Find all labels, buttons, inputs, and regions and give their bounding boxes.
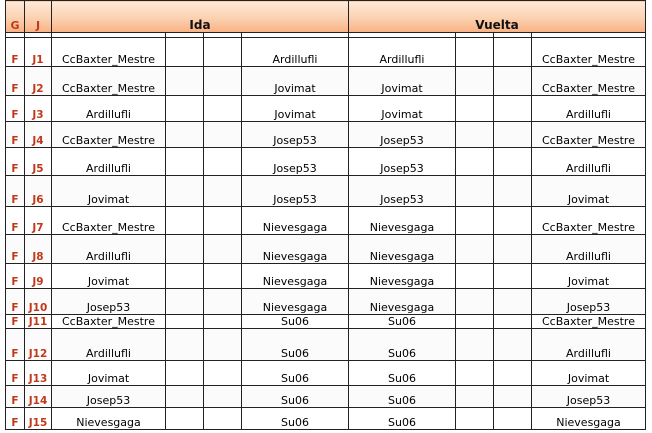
vuelta-local-cell[interactable]: Nievesgaga [349, 289, 456, 315]
group-cell[interactable]: F [6, 235, 25, 264]
round-cell[interactable]: J9 [25, 264, 52, 289]
ida-visitor-cell[interactable]: Nievesgaga [242, 207, 349, 235]
ida-local-cell[interactable]: CcBaxter_Mestre [52, 207, 166, 235]
ida-result-cell[interactable] [204, 289, 242, 315]
vuelta-result-cell[interactable] [494, 207, 532, 235]
vuelta-result-cell[interactable] [456, 67, 494, 96]
ida-result-cell[interactable] [204, 148, 242, 176]
ida-result-cell[interactable] [204, 361, 242, 386]
ida-result-cell[interactable] [166, 176, 204, 207]
ida-local-cell[interactable]: CcBaxter_Mestre [52, 67, 166, 96]
ida-visitor-cell[interactable]: Su06 [242, 408, 349, 430]
group-cell[interactable]: F [6, 289, 25, 315]
ida-local-cell[interactable]: Ardillufli [52, 235, 166, 264]
ida-visitor-cell[interactable]: Su06 [242, 315, 349, 329]
table-row [6, 148, 646, 176]
vuelta-local-cell[interactable]: Ardillufli [349, 38, 456, 67]
ida-result-cell[interactable] [166, 207, 204, 235]
schedule-body [6, 33, 646, 430]
ida-visitor-cell[interactable]: Su06 [242, 361, 349, 386]
vuelta-result-cell[interactable] [456, 408, 494, 430]
table-row [6, 207, 646, 235]
header-g[interactable]: G [6, 1, 25, 33]
round-cell[interactable]: J12 [25, 329, 52, 361]
header-row [6, 1, 646, 33]
vuelta-visitor-cell[interactable]: Ardillufli [532, 148, 646, 176]
ida-result-cell[interactable] [204, 315, 242, 329]
vuelta-local-cell[interactable]: Nievesgaga [349, 235, 456, 264]
vuelta-result-cell[interactable] [494, 264, 532, 289]
ida-local-cell[interactable]: Nievesgaga [52, 408, 166, 430]
round-cell[interactable]: J14 [25, 386, 52, 408]
vuelta-visitor-cell[interactable]: Ardillufli [532, 96, 646, 122]
vuelta-result-cell[interactable] [494, 408, 532, 430]
round-cell[interactable]: J15 [25, 408, 52, 430]
ida-local-cell[interactable]: Josep53 [52, 289, 166, 315]
vuelta-visitor-cell[interactable]: CcBaxter_Mestre [532, 122, 646, 148]
ida-visitor-cell[interactable]: Josep53 [242, 122, 349, 148]
vuelta-result-cell[interactable] [456, 176, 494, 207]
ida-result-cell[interactable] [204, 386, 242, 408]
vuelta-visitor-cell[interactable]: CcBaxter_Mestre [532, 207, 646, 235]
group-cell[interactable]: F [6, 67, 25, 96]
vuelta-result-cell[interactable] [494, 67, 532, 96]
vuelta-visitor-cell[interactable]: CcBaxter_Mestre [532, 67, 646, 96]
table-row [6, 315, 646, 329]
ida-result-cell[interactable] [166, 96, 204, 122]
vuelta-result-cell[interactable] [456, 148, 494, 176]
group-cell[interactable]: F [6, 386, 25, 408]
vuelta-local-cell[interactable]: Nievesgaga [349, 207, 456, 235]
vuelta-local-cell[interactable]: Nievesgaga [349, 264, 456, 289]
ida-visitor-cell[interactable]: Jovimat [242, 96, 349, 122]
ida-local-cell[interactable]: CcBaxter_Mestre [52, 315, 166, 329]
vuelta-local-cell[interactable]: Su06 [349, 329, 456, 361]
ida-result-cell[interactable] [166, 67, 204, 96]
vuelta-result-cell[interactable] [456, 38, 494, 67]
ida-result-cell[interactable] [204, 235, 242, 264]
table-row [6, 38, 646, 67]
vuelta-result-cell[interactable] [494, 38, 532, 67]
table-row [6, 329, 646, 361]
ida-local-cell[interactable]: CcBaxter_Mestre [52, 122, 166, 148]
ida-result-cell[interactable] [166, 289, 204, 315]
vuelta-visitor-cell[interactable]: Jovimat [532, 361, 646, 386]
ida-local-cell[interactable]: Ardillufli [52, 96, 166, 122]
round-cell[interactable]: J11 [25, 315, 52, 329]
vuelta-local-cell[interactable]: Josep53 [349, 148, 456, 176]
group-cell[interactable]: F [6, 176, 25, 207]
ida-local-cell[interactable]: Jovimat [52, 264, 166, 289]
ida-result-cell[interactable] [166, 148, 204, 176]
ida-result-cell[interactable] [166, 38, 204, 67]
group-cell[interactable]: F [6, 264, 25, 289]
ida-visitor-cell[interactable]: Ardillufli [242, 38, 349, 67]
ida-local-cell[interactable]: Josep53 [52, 386, 166, 408]
ida-visitor-cell[interactable]: Nievesgaga [242, 235, 349, 264]
ida-visitor-cell[interactable]: Su06 [242, 386, 349, 408]
round-cell[interactable]: J4 [25, 122, 52, 148]
vuelta-result-cell[interactable] [456, 315, 494, 329]
vuelta-visitor-cell[interactable]: Ardillufli [532, 235, 646, 264]
vuelta-local-cell[interactable]: Su06 [349, 408, 456, 430]
vuelta-visitor-cell[interactable]: Ardillufli [532, 329, 646, 361]
vuelta-visitor-cell[interactable]: Nievesgaga [532, 408, 646, 430]
round-cell[interactable]: J1 [25, 38, 52, 67]
vuelta-result-cell[interactable] [494, 176, 532, 207]
vuelta-local-cell[interactable]: Josep53 [349, 176, 456, 207]
vuelta-result-cell[interactable] [494, 361, 532, 386]
table-row [6, 264, 646, 289]
vuelta-local-cell[interactable]: Su06 [349, 361, 456, 386]
vuelta-result-cell[interactable] [494, 289, 532, 315]
ida-result-cell[interactable] [166, 386, 204, 408]
vuelta-visitor-cell[interactable]: Josep53 [532, 386, 646, 408]
ida-result-cell[interactable] [166, 408, 204, 430]
vuelta-local-cell[interactable]: Su06 [349, 386, 456, 408]
vuelta-result-cell[interactable] [456, 289, 494, 315]
table-row [6, 176, 646, 207]
ida-local-cell[interactable]: Jovimat [52, 361, 166, 386]
ida-result-cell[interactable] [204, 264, 242, 289]
group-cell[interactable]: F [6, 38, 25, 67]
ida-local-cell[interactable]: CcBaxter_Mestre [52, 38, 166, 67]
ida-result-cell[interactable] [166, 235, 204, 264]
table-row [6, 122, 646, 148]
vuelta-result-cell[interactable] [494, 386, 532, 408]
vuelta-local-cell[interactable]: Su06 [349, 315, 456, 329]
ida-result-cell[interactable] [166, 315, 204, 329]
ida-result-cell[interactable] [166, 361, 204, 386]
vuelta-result-cell[interactable] [494, 96, 532, 122]
table-row [6, 386, 646, 408]
vuelta-result-cell[interactable] [456, 386, 494, 408]
ida-result-cell[interactable] [204, 408, 242, 430]
vuelta-result-cell[interactable] [494, 235, 532, 264]
round-cell[interactable]: J8 [25, 235, 52, 264]
header-j[interactable]: J [25, 1, 52, 33]
round-cell[interactable]: J3 [25, 96, 52, 122]
ida-local-cell[interactable]: Ardillufli [52, 329, 166, 361]
vuelta-result-cell[interactable] [456, 264, 494, 289]
round-cell[interactable]: J7 [25, 207, 52, 235]
vuelta-visitor-cell[interactable]: Jovimat [532, 176, 646, 207]
table-row [6, 361, 646, 386]
vuelta-result-cell[interactable] [494, 329, 532, 361]
group-cell[interactable]: F [6, 207, 25, 235]
vuelta-visitor-cell[interactable]: Jovimat [532, 264, 646, 289]
group-cell[interactable]: F [6, 329, 25, 361]
group-cell[interactable]: F [6, 408, 25, 430]
ida-result-cell[interactable] [204, 122, 242, 148]
ida-result-cell[interactable] [204, 329, 242, 361]
vuelta-result-cell[interactable] [456, 361, 494, 386]
vuelta-visitor-cell[interactable]: Josep53 [532, 289, 646, 315]
group-cell[interactable]: F [6, 315, 25, 329]
round-cell[interactable]: J10 [25, 289, 52, 315]
ida-visitor-cell[interactable]: Josep53 [242, 176, 349, 207]
table-row [6, 67, 646, 96]
ida-result-cell[interactable] [166, 329, 204, 361]
ida-result-cell[interactable] [204, 38, 242, 67]
table-row [6, 96, 646, 122]
ida-result-cell[interactable] [204, 207, 242, 235]
ida-visitor-cell[interactable]: Josep53 [242, 148, 349, 176]
group-cell[interactable]: F [6, 122, 25, 148]
ida-local-cell[interactable]: Ardillufli [52, 148, 166, 176]
group-cell[interactable]: F [6, 361, 25, 386]
table-row [6, 408, 646, 430]
vuelta-result-cell[interactable] [456, 329, 494, 361]
round-cell[interactable]: J5 [25, 148, 52, 176]
table-row [6, 235, 646, 264]
vuelta-result-cell[interactable] [494, 122, 532, 148]
round-cell[interactable]: J13 [25, 361, 52, 386]
ida-visitor-cell[interactable]: Jovimat [242, 67, 349, 96]
vuelta-visitor-cell[interactable]: CcBaxter_Mestre [532, 38, 646, 67]
header-ida[interactable]: Ida [52, 1, 349, 33]
vuelta-local-cell[interactable]: Josep53 [349, 122, 456, 148]
round-cell[interactable]: J6 [25, 176, 52, 207]
vuelta-result-cell[interactable] [456, 96, 494, 122]
vuelta-result-cell[interactable] [456, 235, 494, 264]
vuelta-local-cell[interactable]: Jovimat [349, 67, 456, 96]
ida-result-cell[interactable] [204, 176, 242, 207]
schedule-table [5, 0, 646, 430]
ida-local-cell[interactable]: Jovimat [52, 176, 166, 207]
vuelta-local-cell[interactable]: Jovimat [349, 96, 456, 122]
vuelta-result-cell[interactable] [456, 207, 494, 235]
ida-visitor-cell[interactable]: Su06 [242, 329, 349, 361]
vuelta-visitor-cell[interactable]: CcBaxter_Mestre [532, 315, 646, 329]
vuelta-result-cell[interactable] [456, 122, 494, 148]
ida-visitor-cell[interactable]: Nievesgaga [242, 264, 349, 289]
group-cell[interactable]: F [6, 96, 25, 122]
group-cell[interactable]: F [6, 148, 25, 176]
ida-result-cell[interactable] [166, 122, 204, 148]
round-cell[interactable]: J2 [25, 67, 52, 96]
vuelta-result-cell[interactable] [494, 315, 532, 329]
table-row [6, 289, 646, 315]
ida-result-cell[interactable] [204, 96, 242, 122]
ida-result-cell[interactable] [166, 264, 204, 289]
ida-visitor-cell[interactable]: Nievesgaga [242, 289, 349, 315]
header-vuelta[interactable]: Vuelta [349, 1, 646, 33]
ida-result-cell[interactable] [204, 67, 242, 96]
vuelta-result-cell[interactable] [494, 148, 532, 176]
